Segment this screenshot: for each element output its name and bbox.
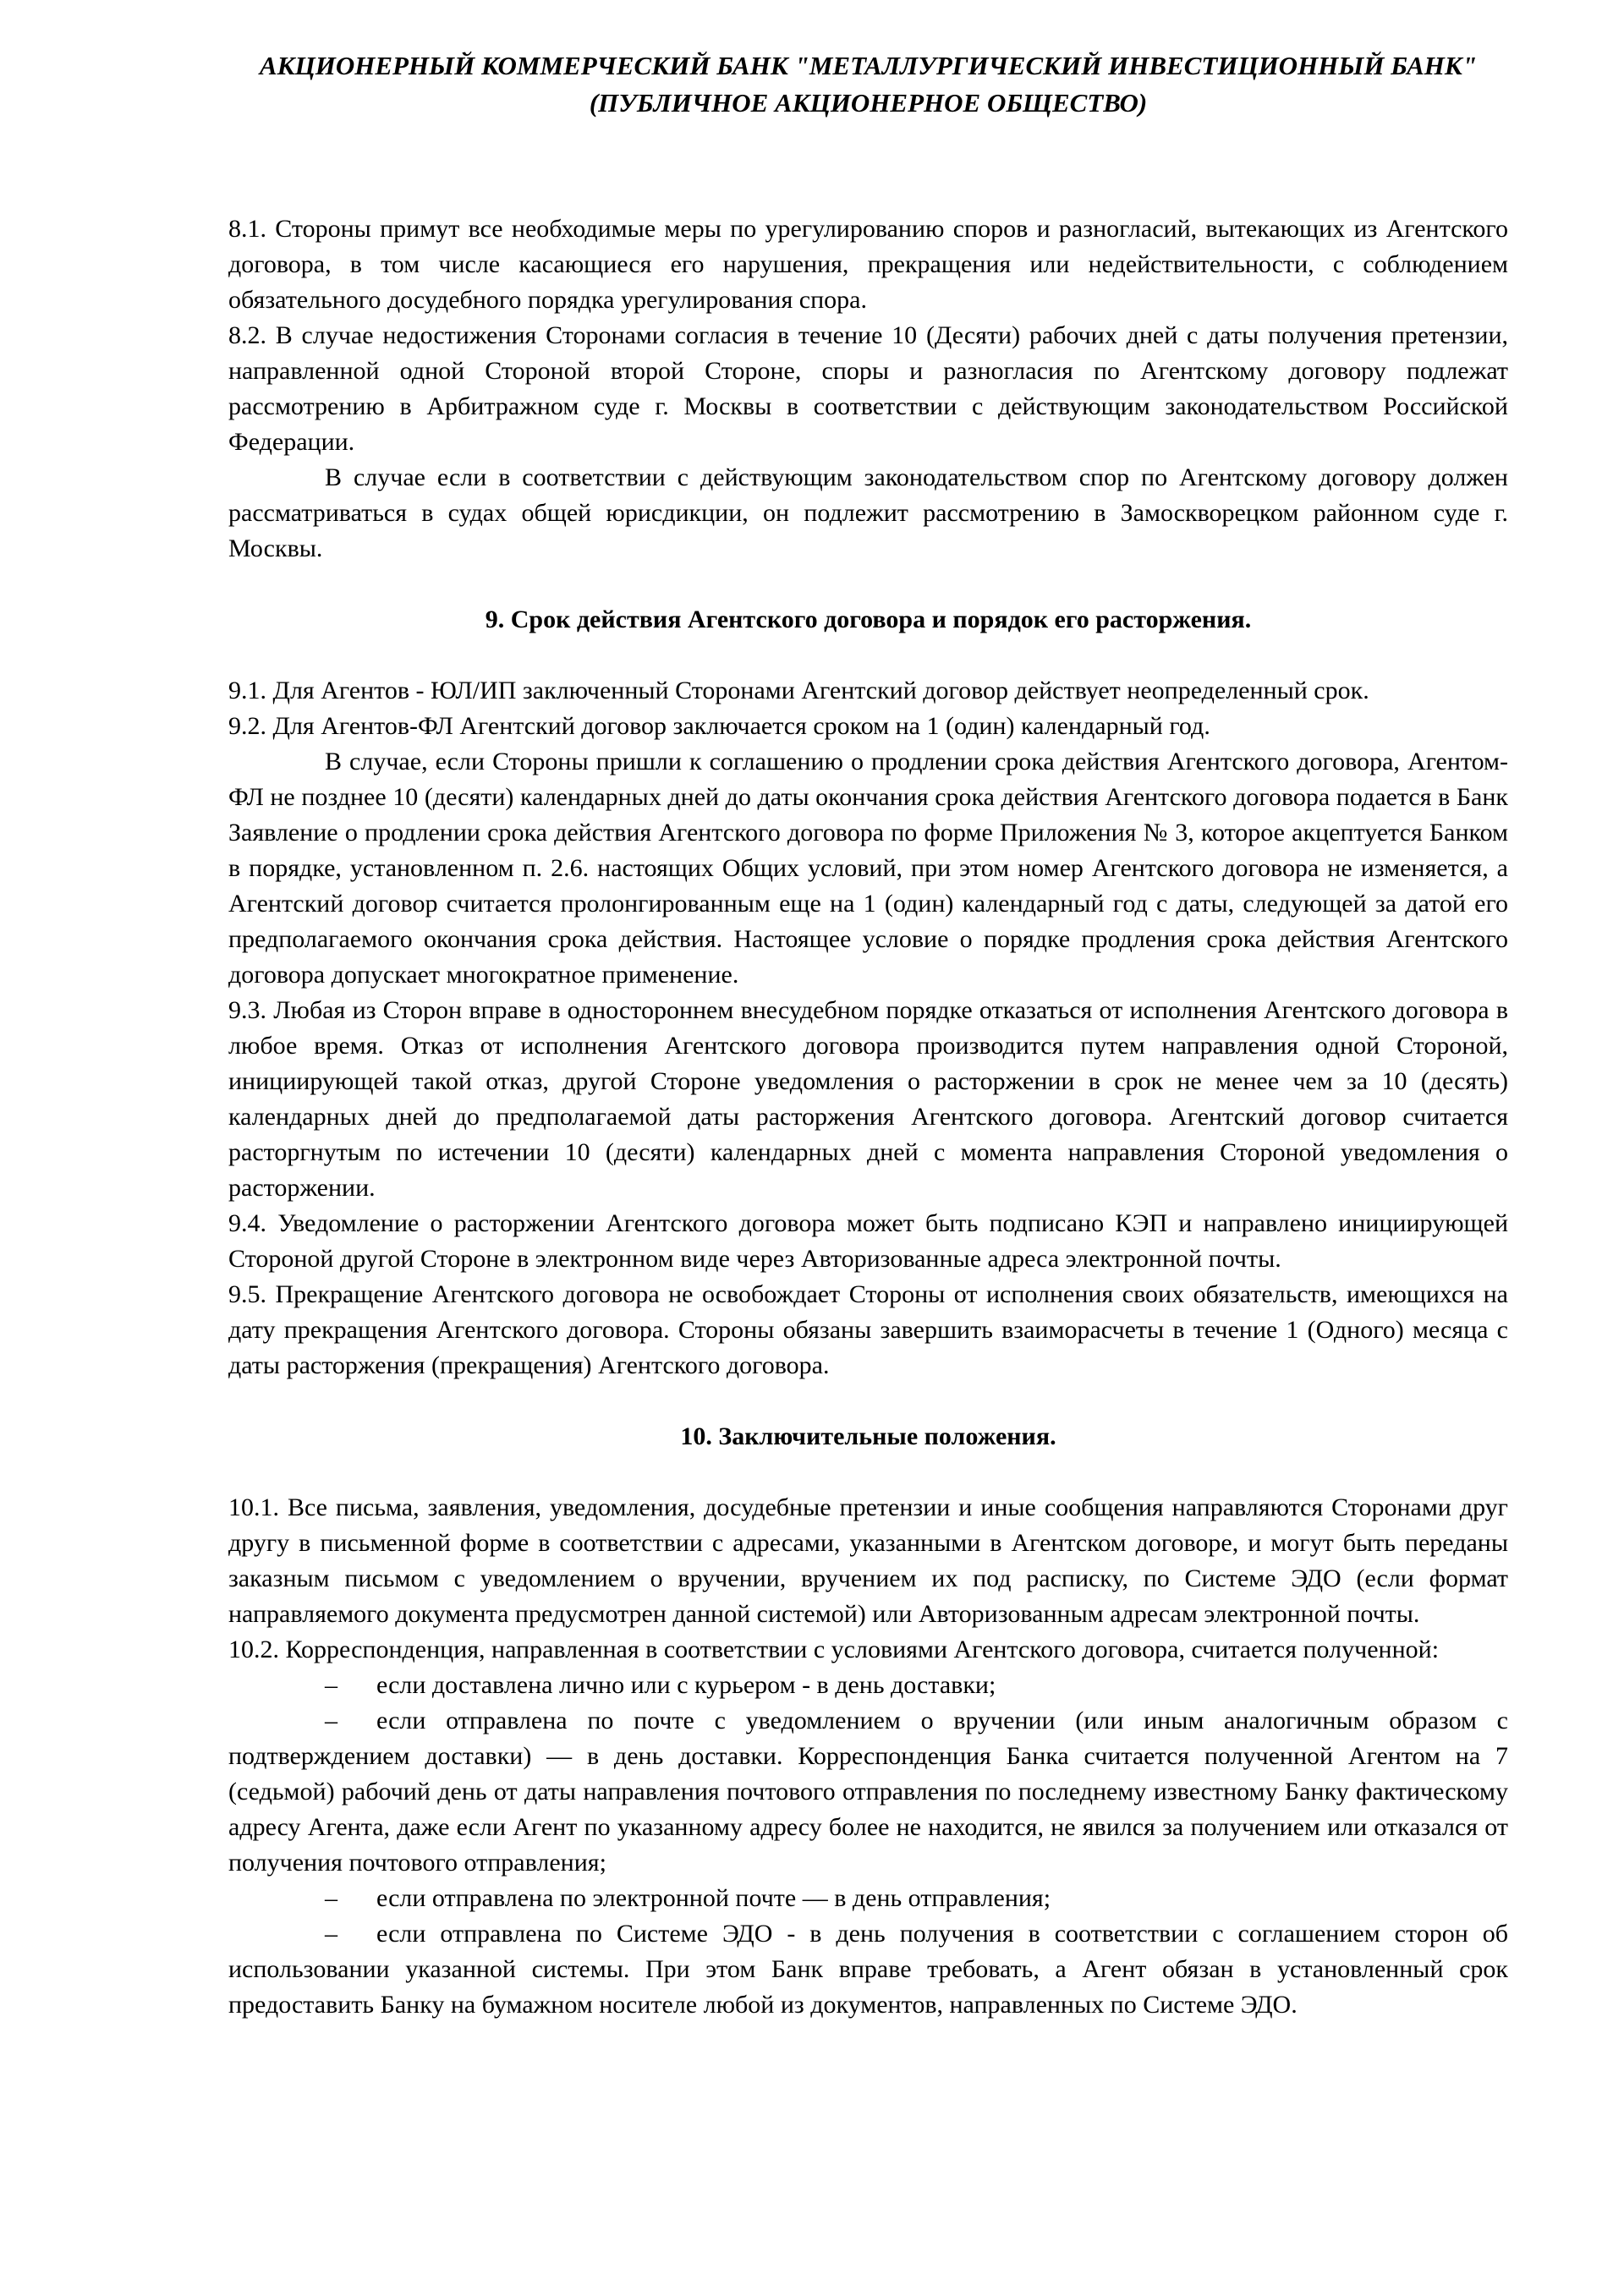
dash-bullet-marker: –	[325, 1707, 337, 1734]
dash-bullet-marker: –	[325, 1884, 337, 1912]
paragraph-9-1: 9.1. Для Агентов - ЮЛ/ИП заключенный Сторонами Агентский договор действует неопределенный срок.	[228, 677, 1369, 704]
bank-name-line: АКЦИОНЕРНЫЙ КОММЕРЧЕСКИЙ БАНК "МЕТАЛЛУРГИЧЕСКИЙ ИНВЕСТИЦИОННЫЙ БАНК"	[259, 51, 1478, 80]
bullet-text: если отправлена по электронной почте — в день отправления;	[376, 1884, 1051, 1912]
bullet-item-delivery-in-person	[228, 1668, 1508, 1703]
paragraph-8-2: 8.2. В случае недостижения Сторонами согласия в течение 10 (Десяти) рабочих дней с даты получения претензии, направленной одной Стороной второй Стороне, споры и разногласия по Агентскому договору подлежат рассмотрению в Арбитражном суде г. Москвы в соответствии с действующим законодательством Российской Федерации.	[228, 321, 1508, 456]
document-header	[228, 47, 1508, 122]
dash-bullet-marker: –	[325, 1920, 337, 1948]
paragraph-10-1: 10.1. Все письма, заявления, уведомления, досудебные претензии и иные сообщения направляются Сторонами друг другу в письменной форме в соответствии с адресами, указанными в Агентском договоре, и могут быть переданы заказным письмом с уведомлением о вручении, вручением их под расписку, по Системе ЭДО (если формат направляемого документа предусмотрен данной системой) или Авторизованным адресам электронной почты.	[228, 1493, 1508, 1628]
section-9-heading: 9. Срок действия Агентского договора и порядок его расторжения.	[485, 606, 1252, 633]
bullet-item-email-delivery	[228, 1881, 1508, 1916]
bullet-item-postal-delivery	[228, 1703, 1508, 1881]
bullet-text: если доставлена лично или с курьером - в день доставки;	[376, 1671, 996, 1699]
paragraph-10-2: 10.2. Корреспонденция, направленная в соответствии с условиями Агентского договора, считается полученной:	[228, 1636, 1440, 1663]
paragraph-9-2-continuation: В случае, если Стороны пришли к соглашению о продлении срока действия Агентского договора, Агентом-ФЛ не позднее 10 (десяти) календарных дней до даты окончания срока действия Агентского договора подается в Банк Заявление о продлении срока действия Агентского договора по форме Приложения № 3, которое акцептуется Банком в порядке, установленном п. 2.6. настоящих Общих условий, при этом номер Агентского договора не изменяется, а Агентский договор считается пролонгированным еще на 1 (один) календарный год с даты, следующей за датой его предполагаемого окончания срока действия. Настоящее условие о порядке продления срока действия Агентского договора допускает многократное применение.	[228, 748, 1508, 989]
paragraph-8-2-continuation: В случае если в соответствии с действующим законодательством спор по Агентскому договору должен рассматриваться в судах общей юрисдикции, он подлежит рассмотрению в Замоскворецком районном суде г. Москвы.	[228, 463, 1508, 562]
paragraph-9-2: 9.2. Для Агентов-ФЛ Агентский договор заключается сроком на 1 (один) календарный год.	[228, 712, 1210, 740]
paragraph-8-1: 8.1. Стороны примут все необходимые меры по урегулированию споров и разногласий, вытекающих из Агентского договора, в том числе касающиеся его нарушения, прекращения или недействительности, с соблюдением обязательного досудебного порядка урегулирования спора.	[228, 215, 1508, 314]
paragraph-9-3: 9.3. Любая из Сторон вправе в одностороннем внесудебном порядке отказаться от исполнения Агентского договора в любое время. Отказ от исполнения Агентского договора производится путем направления одной Стороной, инициирующей такой отказ, другой Стороне уведомления о расторжении в срок не менее чем за 10 (десять) календарных дней до предполагаемой даты расторжения Агентского договора. Агентский договор считается расторгнутым по истечении 10 (десяти) календарных дней с момента направления Стороной уведомления о расторжении.	[228, 996, 1508, 1202]
section-10-heading: 10. Заключительные положения.	[680, 1422, 1056, 1450]
bullet-text: если отправлена по Системе ЭДО - в день получения в соответствии с соглашением сторон об использовании указанной системы. При этом Банк вправе требовать, а Агент обязан в установленный срок предоставить Банку на бумажном носителе любой из документов, направленных по Системе ЭДО.	[228, 1920, 1508, 2019]
bullet-item-edo-delivery	[228, 1916, 1508, 2023]
bank-legal-form-line: (ПУБЛИЧНОЕ АКЦИОНЕРНОЕ ОБЩЕСТВО)	[589, 88, 1148, 118]
dash-bullet-marker: –	[325, 1671, 337, 1699]
paragraph-9-5: 9.5. Прекращение Агентского договора не освобождает Стороны от исполнения своих обязательств, имеющихся на дату прекращения Агентского договора. Стороны обязаны завершить взаиморасчеты в течение 1 (Одного) месяца с даты расторжения (прекращения) Агентского договора.	[228, 1280, 1508, 1379]
bullet-text: если отправлена по почте с уведомлением о вручении (или иным аналогичным образом с подтверждением доставки) — в день доставки. Корреспонденция Банка считается полученной Агентом на 7 (седьмой) рабочий день от даты направления почтового отправления по последнему известному Банку фактическому адресу Агента, даже если Агент по указанному адресу более не находится, не явился за получением или отказался от получения почтового отправления;	[228, 1707, 1508, 1877]
paragraph-9-4: 9.4. Уведомление о расторжении Агентского договора может быть подписано КЭП и направлено инициирующей Стороной другой Стороне в электронном виде через Авторизованные адреса электронной почты.	[228, 1209, 1508, 1273]
